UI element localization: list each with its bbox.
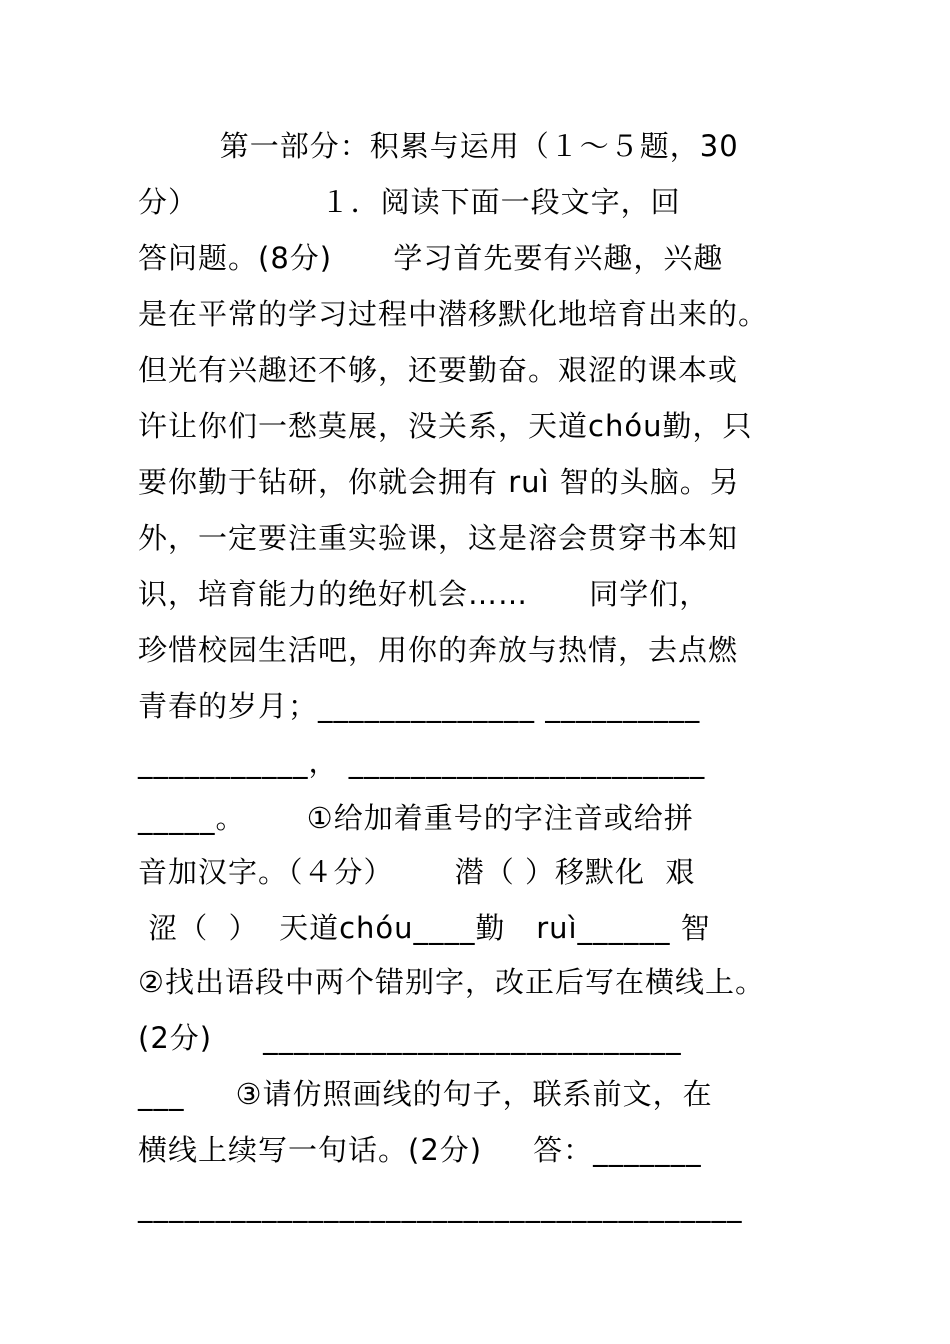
text-line-3: 答问题。(8分) 学习首先要有兴趣，兴趣 (138, 241, 724, 275)
text-line-20: _______________________________________ (138, 1189, 743, 1223)
text-line-9: 识，培育能力的绝好机会…… 同学们， (138, 577, 710, 611)
text-line-2: 分） １．阅读下面一段文字，回 (138, 185, 681, 219)
text-line-11: 青春的岁月；______________ __________ (138, 689, 701, 723)
text-line-5: 但光有兴趣还不够，还要勤奋。艰涩的课本或 (138, 353, 739, 387)
text-line-18: ___ ③请仿照画线的句子，联系前文，在 (138, 1077, 713, 1111)
text-line-16: ②找出语段中两个错别字，改正后写在横线上。 (138, 965, 765, 999)
text-line-1: 第一部分：积累与运用（１～５题，30 (138, 129, 739, 163)
text-line-14: 音加汉字。（４分） 潜（ ）移默化 艰 (138, 855, 696, 889)
text-line-10: 珍惜校园生活吧，用你的奔放与热情，去点燃 (138, 633, 739, 667)
text-line-12: ___________， _______________________ (138, 745, 706, 779)
text-line-7: 要你勤于钻研，你就会拥有 ruì 智的头脑。另 (138, 465, 740, 499)
text-line-15: 涩（ ） 天道chóu____勤 ruì______ 智 (138, 911, 711, 945)
text-line-4: 是在平常的学习过程中潜移默化地培育出来的。 (138, 297, 769, 331)
text-line-6: 许让你们一愁莫展，没关系，天道chóu勤，只 (138, 409, 753, 443)
text-line-19: 横线上续写一句话。(2分) 答：_______ (138, 1133, 702, 1167)
text-line-17: (2分) ___________________________ (138, 1021, 682, 1055)
text-line-8: 外，一定要注重实验课，这是溶会贯穿书本知 (138, 521, 739, 555)
text-line-13: _____。 ①给加着重号的字注音或给拼 (138, 801, 694, 835)
